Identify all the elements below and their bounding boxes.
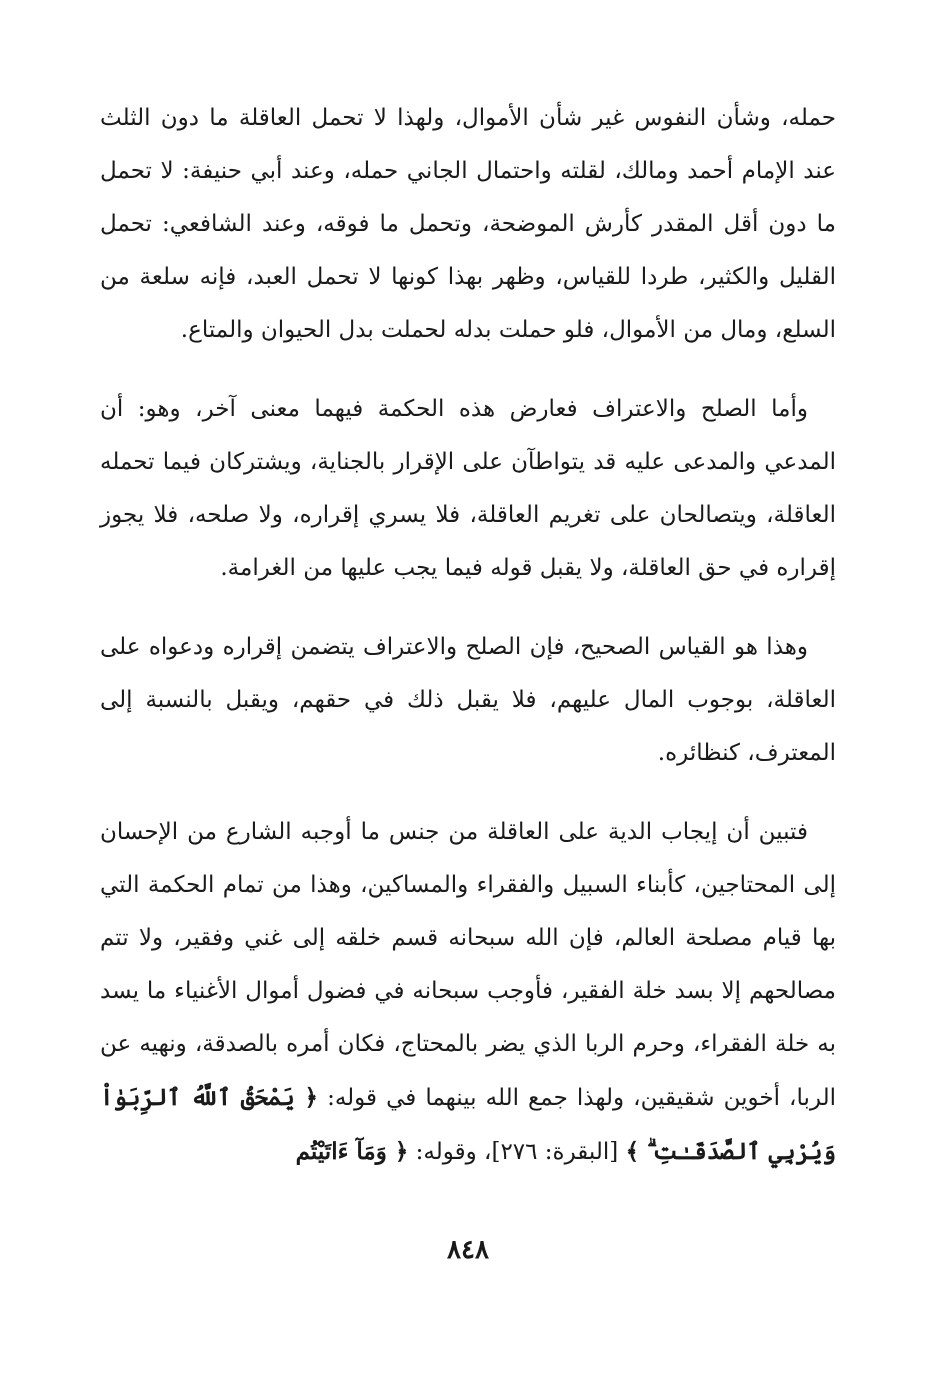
paragraph-4-text: فتبين أن إيجاب الدية على العاقلة من جنس ما أوجبه الشارع من الإحسان إلى المحتاجين، كأبناء السبيل والفقراء والمساكين، وهذا من تمام الحكمة التي بها قيام مصلحة العالم، فإن الله سبحانه قسم خلقه إلى غني وفقير، ولا تتم مصالحهم إلا بسد خلة الفقير، فأوجب سبحانه في فضول أموال الأغنياء ما يسد به خلة الفقراء، وحرم الربا الذي يضر بالمحتاج، فكان أمره بالصدقة، ونهيه عن الربا، أخوين شقيقين، ولهذا جمع الله بينهما في قوله: [100, 819, 836, 1111]
paragraph-2: وأما الصلح والاعتراف فعارض هذه الحكمة فيهما معنى آخر، وهو: أن المدعي والمدعى عليه قد يتواطآن على الإقرار بالجناية، ويشتركان فيما تحمله العاقلة، ويتصالحان على تغريم العاقلة، فلا يسري إقراره، ولا صلحه، فلا يجوز إقراره في حق العاقلة، ولا يقبل قوله فيما يجب عليها من الغرامة. [100, 396, 836, 581]
verse-citation: [البقرة: ٢٧٦]، وقوله: [408, 1139, 626, 1165]
quran-verse-1: ﴿ يَمْحَقُ ٱللَّهُ ٱلرِّبَوٰاْ وَيُرْبِي ٱلصَّدَقَـٰتِ ۗ ﴾ [100, 1084, 836, 1165]
page-number: ٨٤٨ [447, 1235, 489, 1265]
paragraph-4 [100, 806, 836, 1179]
document-page [100, 92, 836, 1205]
quran-verse-2: ﴿ وَمَآ ءَاتَيْتُم [295, 1138, 409, 1165]
paragraph-1: حمله، وشأن النفوس غير شأن الأموال، ولهذا لا تحمل العاقلة ما دون الثلث عند الإمام أحمد ومالك، لقلته واحتمال الجاني حمله، وعند أبي حنيفة: لا تحمل ما دون أقل المقدر كأرش الموضحة، وتحمل ما فوقه، وعند الشافعي: تحمل القليل والكثير، طردا للقياس، وظهر بهذا كونها لا تحمل العبد، فإنه سلعة من السلع، ومال من الأموال، فلو حملت بدله لحملت بدل الحيوان والمتاع. [100, 105, 836, 343]
paragraph-3: وهذا هو القياس الصحيح، فإن الصلح والاعتراف يتضمن إقراره ودعواه على العاقلة، بوجوب المال عليهم، فلا يقبل ذلك في حقهم، ويقبل بالنسبة إلى المعترف، كنظائره. [100, 634, 836, 766]
